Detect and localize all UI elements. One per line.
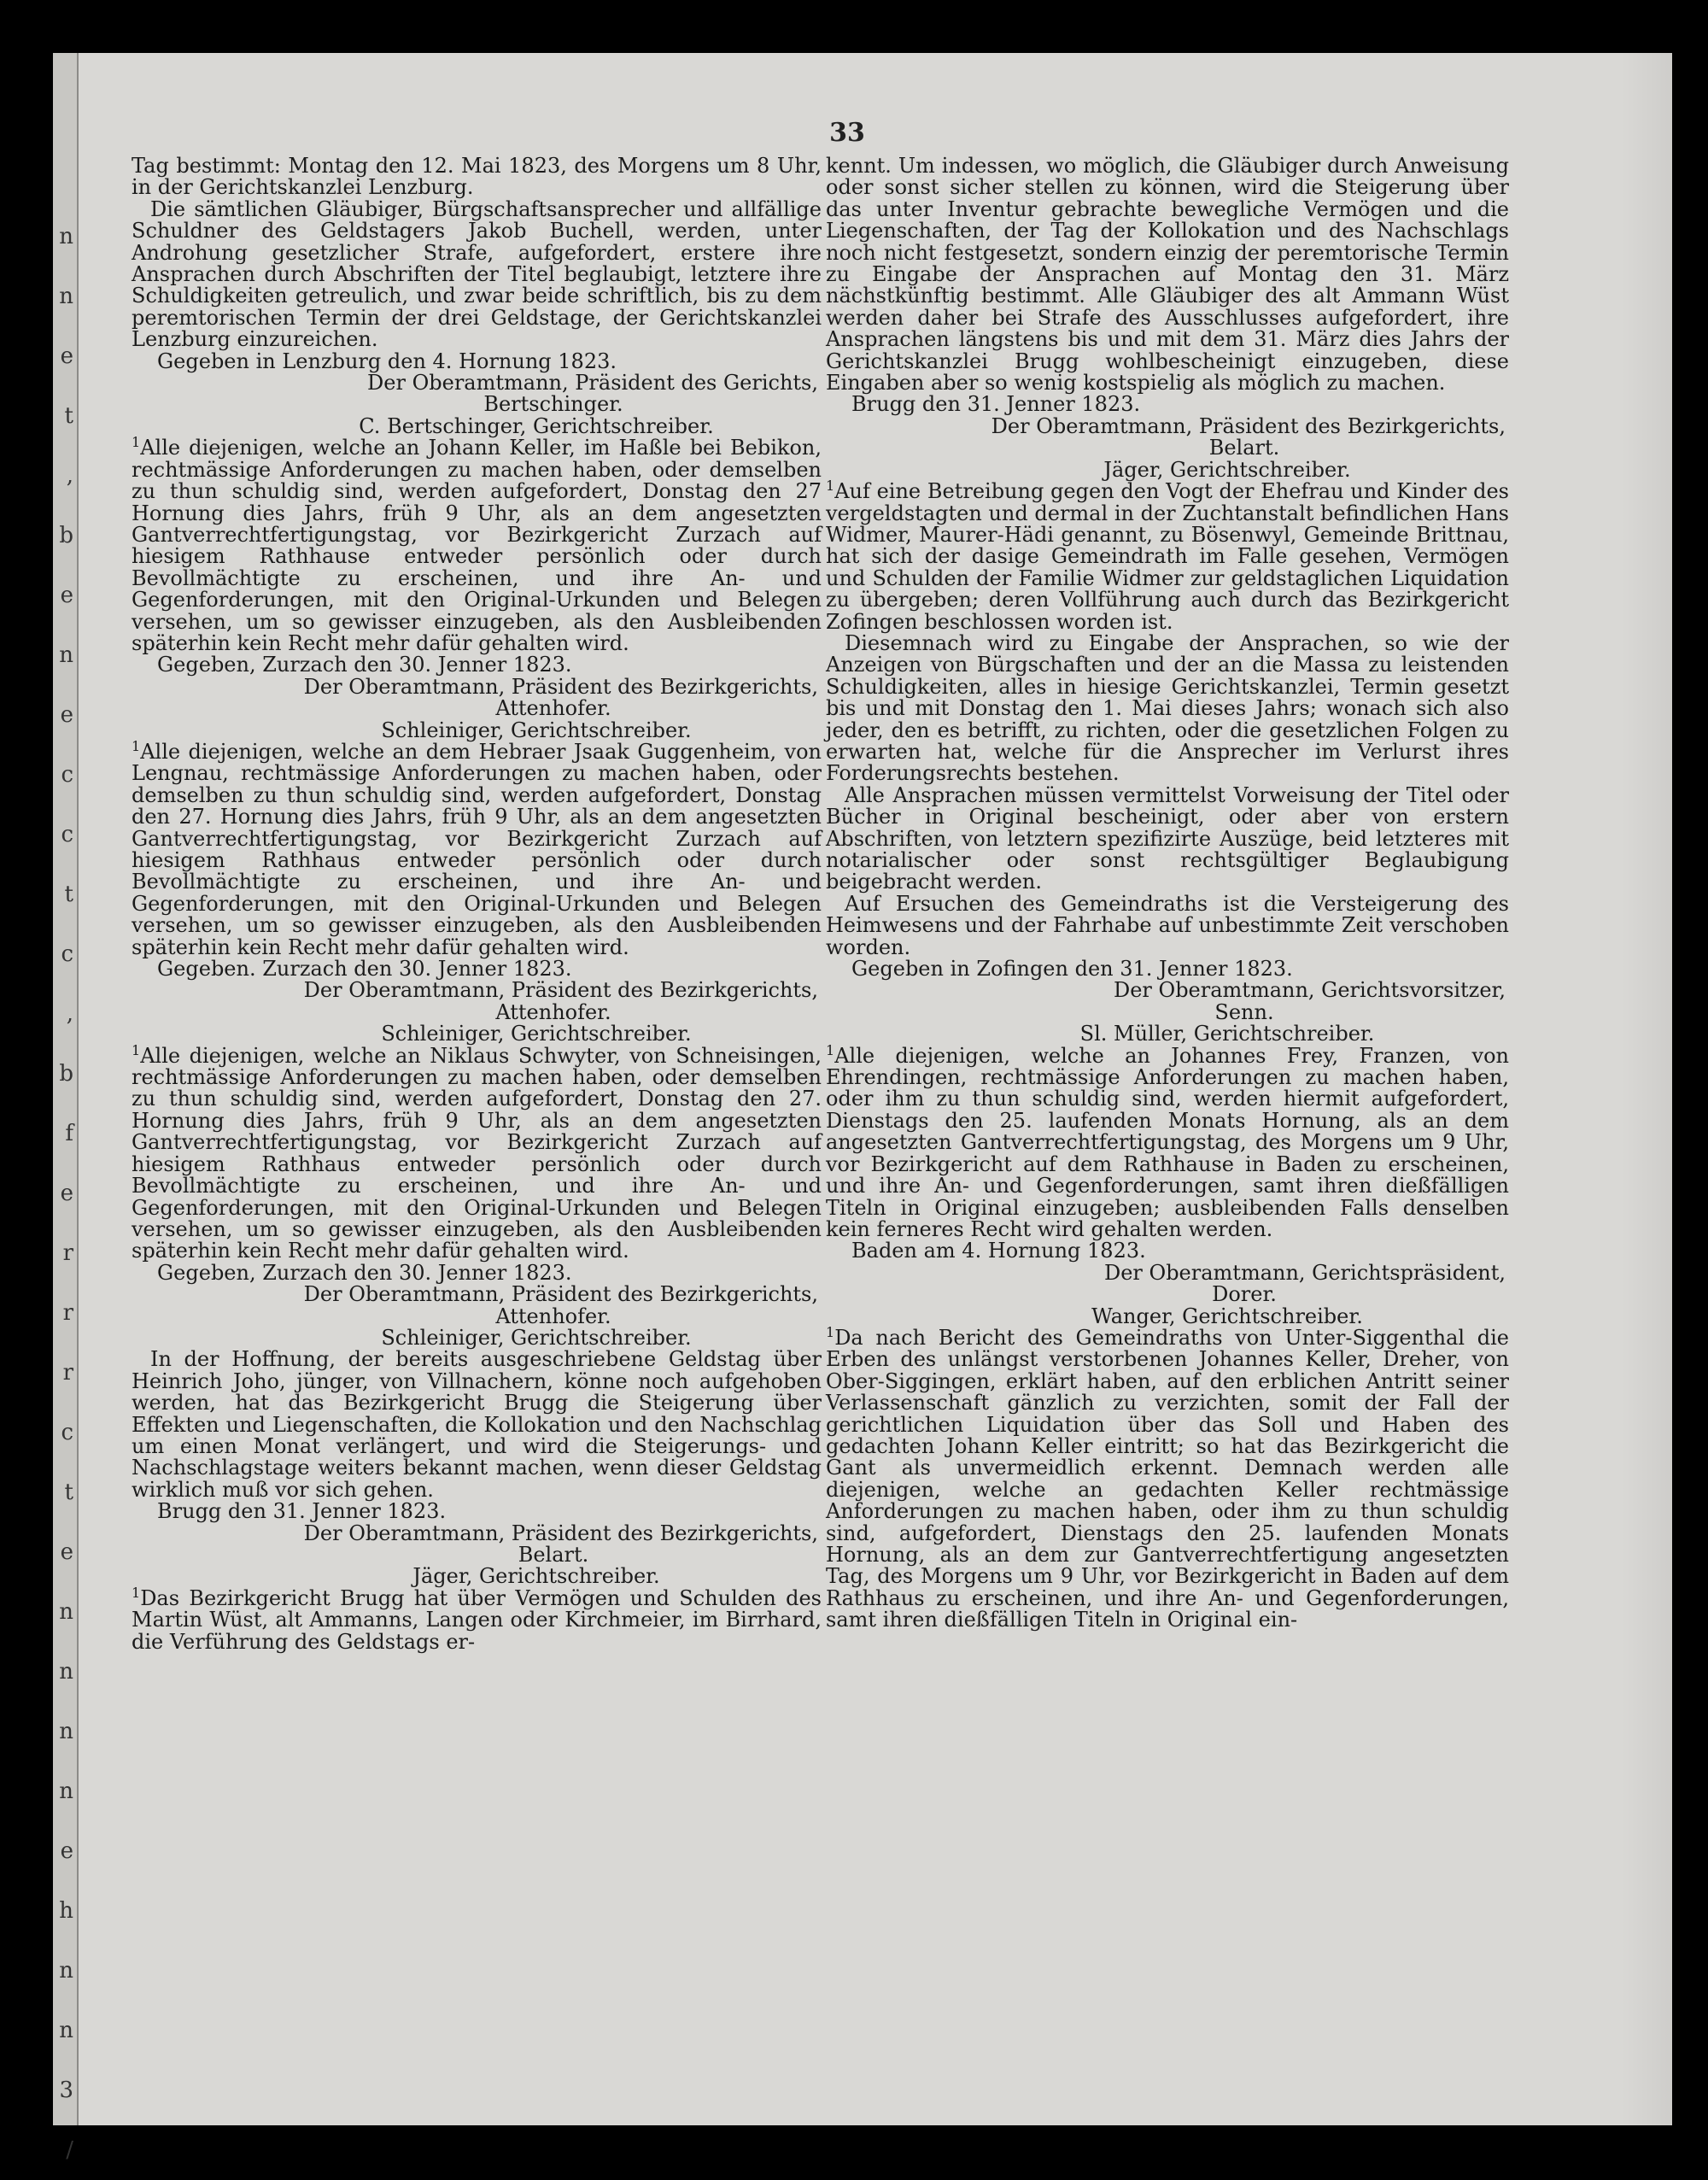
right-column-sign-name-11 xyxy=(826,999,1509,1024)
notice-text: Belart. xyxy=(1208,436,1280,460)
notice-text: Alle diejenigen, welche an Niklaus Schwyter, von Schneisingen, rechtmässige Anforderungen zu machen haben, oder demselben zu thun schuldig sind, werden aufgefordert, Donstag den 27. Hornung dies Jahrs, früh 9 Uhr, als an dem angesetzten Gantverrechtfertigungstag, vor Bezirkgericht Zurzach auf hiesigem Rathhaus entweder persönlich oder durch Bevollmächtigte zu erscheinen, und ihre An- und Gegenforderungen, mit den Original-Urkunden und Belegen versehen, um so gewisser einzugeben, als den Ausbleibenden späterhin kein Recht mehr dafür gehalten wird. xyxy=(132,1043,822,1263)
left-column-sign-title-13 xyxy=(132,980,822,1001)
notice-number: 1 xyxy=(132,1041,141,1058)
right-column-sign-title-15 xyxy=(826,1260,1509,1285)
notice-text: Auf eine Betreibung gegen den Vogt der Ehefrau und Kinder des vergeldstagten und dermal in der Zuchtanstalt befindlichen Hans Widmer, Maurer-Hädi genannt, zu Bösenwyl, Gemeinde Brittnau, hat sich der dasige Gemeindrath im Falle gesehen, Vermögen und Schulden der Familie Widmer zur geldstaglichen Liquidation zu übergeben; deren Vollführung auch durch das Bezirkgericht Zofingen beschlossen worden ist. xyxy=(826,479,1509,634)
notice-text: Alle diejenigen, welche an Johannes Frey, Franzen, von Ehrendingen, rechtmässige Anforderungen zu machen haben, oder ihm zu thun schuldig sind, werden hiermit aufgefordert, Dienstags den 25. laufenden Monats Hornung, als an dem angesetzten Gantverrechtfertigungstag, des Morgens um 9 Uhr, vor Bezirkgericht auf dem Rathhause in Baden zu erscheinen, und ihre An- und Gegenforderungen, samt ihren dießfälligen Titeln in Original einzugeben; ausbleibenden Falls denselben kein ferneres Recht wird gehalten werden. xyxy=(826,1043,1509,1241)
left-column-sign-name-24 xyxy=(132,1544,822,1566)
notice-text: Baden am 4. Hornung 1823. xyxy=(851,1239,1146,1263)
right-column-sign-name-16 xyxy=(826,1284,1509,1305)
notice-text: In der Hoffnung, der bereits ausgeschriebene Geldstag über Heinrich Joho, jünger, von Villnachern, könne noch aufgehoben werden, hat das Bezirkgericht Brugg die Steigerung über Effekten und Liegenschaften, die Kollokation und den Nachschlag um einen Monat verlängert, und wird die Steigerungs- und Nachschlagstage weiters bekannt machen, wenn dieser Geldstag wirklich muß vor sich gehen. xyxy=(132,1347,822,1502)
left-column-sign-clerk-20 xyxy=(132,1327,822,1349)
left-column-sign-name-9 xyxy=(132,698,822,719)
left-column xyxy=(132,155,822,1653)
notice-text: Da nach Bericht des Gemeindraths von Unter-Siggenthal die Erben des unlängst verstorbenen Johannes Keller, Dreher, von Ober-Siggingen, erklärt haben, auf den erblichen Antritt seiner Verlassenschaft gänzlich zu verzichten, somit der Fall der gerichtlichen Liquidation über das Soll und Haben des gedachten Johann Keller eintritt; so hat das Bezirkgericht die Gant als unvermeidlich erkennt. Demnach werden alle diejenigen, welche an gedachten Keller rechtmässige Anforderungen zu machen haben, oder ihm zu thun schuldig sind, aufgefordert, Dienstags den 25. laufenden Monats Hornung, als an dem zur Gantverrechtfertigung angesetzten Tag, des Morgens um 9 Uhr, vor Bezirkgericht in Baden auf dem Rathhaus zu erscheinen, und ihre An- und Gegenforderungen, samt ihren dießfälligen Titeln in Original ein- xyxy=(826,1325,1509,1632)
left-column-sign-clerk-25 xyxy=(132,1566,822,1587)
page-shading xyxy=(1621,53,1672,2125)
notice-number: 1 xyxy=(132,434,141,451)
notice-text: Sl. Müller, Gerichtschreiber. xyxy=(1079,1022,1375,1046)
page-number: 33 xyxy=(829,118,865,148)
notice-text: Brugg den 31. Jenner 1823. xyxy=(157,1499,447,1524)
left-column-dateline-22 xyxy=(132,1501,822,1522)
notice-text: Attenhofer. xyxy=(495,696,611,721)
right-column-dateline-9 xyxy=(826,958,1509,980)
notice-text: Tag bestimmt: Montag den 12. Mai 1823, des Morgens um 8 Uhr, in der Gerichtskanzlei Lenzburg. xyxy=(132,154,822,200)
notice-text: Die sämtlichen Gläubiger, Bürgschaftsansprecher und allfällige Schuldner des Geldstagers Jakob Buchell, werden, unter Androhung gesetzlicher Strafe, aufgefordert, erstere ihre Ansprachen durch Abschriften der Titel beglaubigt, letztere ihre Schuldigkeiten getreulich, und zwar beide schriftlich, bis zu dem peremtorischen Termin der drei Geldstage, der Gerichtskanzlei Lenzburg einzureichen. xyxy=(132,196,822,352)
notice-text: Der Oberamtmann, Präsident des Bezirkgerichts, xyxy=(303,1282,818,1307)
notice-text: Das Bezirkgericht Brugg hat über Vermögen und Schulden des Martin Wüst, alt Ammanns, Langen oder Kirchmeier, im Birrhard, die Verführung des Geldstags er- xyxy=(132,1585,822,1654)
left-column-sign-title-8 xyxy=(132,674,822,699)
right-column-sign-name-3 xyxy=(826,437,1509,459)
notice-text: Der Oberamtmann, Präsident des Bezirkgerichts, xyxy=(991,413,1506,438)
left-column-sign-title-23 xyxy=(132,1523,822,1544)
notice-text: Attenhofer. xyxy=(495,999,611,1024)
notice-text: Der Oberamtmann, Gerichtsvorsitzer, xyxy=(1113,978,1506,1003)
right-column-dateline-14 xyxy=(826,1240,1509,1262)
notice-number: 1 xyxy=(132,1584,141,1601)
notice-text: kennt. Um indessen, wo möglich, die Gläubiger durch Anweisung oder sonst sicher stellen zu können, wird die Steigerung über das unter Inventur gebrachte bewegliche Vermögen und die Liegenschaften, der Tag der Kollokation und des Nachschlags noch nicht festgesetzt, sondern einzig der peremtorische Termin zu Eingabe der Ansprachen auf Montag den 31. März nächstkünftig bestimmt. Alle Gläubiger des alt Ammann Wüst werden daher bei Strafe des Ausschlusses aufgefordert, ihre Ansprachen längstens bis und mit dem 31. März dies Jahrs der Gerichtskanzlei Brugg wohlbescheinigt einzugeben, diese Eingaben aber so wenig kostspielig als möglich zu machen. xyxy=(826,154,1509,396)
left-column-lead-6 xyxy=(132,434,822,655)
left-column-lead-11 xyxy=(132,737,822,959)
right-column-sign-clerk-4 xyxy=(826,457,1509,482)
right-column-para-6 xyxy=(826,630,1509,786)
right-column-sign-clerk-17 xyxy=(826,1306,1509,1327)
left-column-lead-16 xyxy=(132,1041,822,1263)
left-column-sign-clerk-15 xyxy=(132,1023,822,1045)
notice-text: Der Oberamtmann, Gerichtspräsident, xyxy=(1103,1260,1506,1285)
notice-text: Gegeben, Zurzach den 30. Jenner 1823. xyxy=(157,1260,572,1285)
notice-text: Wanger, Gerichtschreiber. xyxy=(1091,1304,1363,1328)
notice-text: Diesemnach wird zu Eingabe der Ansprachen, so wie der Anzeigen von Bürgschaften und der an die Massa zu leistenden Schuldigkeiten, alles in hiesige Gerichtskanzlei, Termin gesetzt bis und mit Donstag den 1. Mai dieses Jahrs; wonach sich also jeder, den es betrifft, zu richten, oder die gesetzlichen Folgen zu erwarten hat, welche für die Ansprecher im Verlurst ihres Forderungsrechts bestehen. xyxy=(826,630,1509,786)
notice-text: Bertschinger. xyxy=(483,392,623,417)
notice-number: 1 xyxy=(826,1041,835,1058)
notice-text: Alle diejenigen, welche an Johann Keller, im Haßle bei Bebikon, rechtmässige Anforderungen zu machen haben, oder demselben zu thun schuldig sind, werden aufgefordert, Donstag den 27 Hornung dies Jahrs, früh 9 Uhr, als an dem angesetzten Gantverrechtfertigungstag, vor Bezirkgericht Zurzach auf hiesigem Rathhause entweder persönlich oder durch Bevollmächtigte zu erscheinen, und ihre An- und Gegenforderungen, mit den Original-Urkunden und Belegen versehen, um so gewisser einzugeben, als den Ausbleibenden späterhin kein Recht mehr dafür gehalten wird. xyxy=(132,436,822,655)
notice-text: C. Bertschinger, Gerichtschreiber. xyxy=(359,413,714,438)
notice-text: Belart. xyxy=(518,1543,589,1567)
left-column-sign-title-3 xyxy=(132,372,822,394)
notice-text: Brugg den 31. Jenner 1823. xyxy=(851,392,1141,417)
left-column-dateline-17 xyxy=(132,1260,822,1285)
left-column-first-0 xyxy=(132,155,822,199)
right-column-lead-5 xyxy=(826,478,1509,634)
right-column-sign-title-10 xyxy=(826,980,1509,1001)
previous-page-edge xyxy=(53,53,79,2163)
right-column-para-7 xyxy=(826,782,1509,894)
left-column-sign-clerk-10 xyxy=(132,720,822,741)
newspaper-page xyxy=(53,53,1672,2163)
notice-text: Jäger, Gerichtschreiber. xyxy=(412,1564,660,1589)
notice-text: Gegeben, Zurzach den 30. Jenner 1823. xyxy=(157,653,572,677)
right-column xyxy=(826,155,1509,1632)
left-column-dateline-2 xyxy=(132,351,822,372)
notice-text: Auf Ersuchen des Gemeindraths ist die Versteigerung des Heimwesens und der Fahrhabe auf unbestimmte Zeit verschoben worden. xyxy=(826,891,1509,959)
notice-text: Dorer. xyxy=(1212,1282,1277,1307)
notice-number: 1 xyxy=(826,1323,835,1340)
notice-text: Attenhofer. xyxy=(495,1304,611,1328)
right-column-first-0 xyxy=(826,155,1509,394)
right-column-dateline-1 xyxy=(826,394,1509,415)
right-column-para-8 xyxy=(826,891,1509,959)
left-column-sign-name-19 xyxy=(132,1306,822,1327)
left-column-sign-name-14 xyxy=(132,999,822,1024)
notice-text: Schleiniger, Gerichtschreiber. xyxy=(381,718,692,742)
left-column-sign-name-4 xyxy=(132,394,822,415)
left-column-dateline-7 xyxy=(132,654,822,676)
notice-text: Schleiniger, Gerichtschreiber. xyxy=(381,1325,692,1350)
notice-text: Jäger, Gerichtschreiber. xyxy=(1103,457,1351,482)
notice-text: Der Oberamtmann, Präsident des Bezirkgerichts, xyxy=(303,978,818,1003)
left-column-para-21 xyxy=(132,1349,822,1501)
notice-number: 1 xyxy=(826,478,835,495)
notice-text: Der Oberamtmann, Präsident des Bezirkgerichts, xyxy=(303,674,818,699)
notice-text: Gegeben. Zurzach den 30. Jenner 1823. xyxy=(157,957,572,982)
notice-text: Gegeben in Zofingen den 31. Jenner 1823. xyxy=(851,957,1293,982)
left-column-para-1 xyxy=(132,196,822,352)
notice-text: Alle Ansprachen müssen vermittelst Vorweisung der Titel oder Bücher in Original bescheinigt, oder aber von erstern Abschriften, von letztern spezifizirte Auszüge, beid letzteres mit notarialischer oder sonst rechtsgültiger Beglaubigung beigebracht werden. xyxy=(826,782,1509,894)
notice-text: Der Oberamtmann, Präsident des Gerichts, xyxy=(367,371,818,396)
notice-text: Senn. xyxy=(1214,999,1274,1024)
notice-text: Alle diejenigen, welche an dem Hebraer Jsaak Guggenheim, von Lengnau, rechtmässige Anforderungen zu machen haben, oder demselben zu thun schuldig sind, werden aufgefordert, Donstag den 27. Hornung dies Jahrs, früh 9 Uhr, als an dem angesetzten Gantverrechtfertigungstag, vor Bezirkgericht Zurzach auf hiesigem Rathhaus entweder persönlich oder durch Bevollmächtigte zu erscheinen, und ihre An- und Gegenforderungen, mit den Original-Urkunden und Belegen versehen, um so gewisser einzugeben, als den Ausbleibenden späterhin kein Recht mehr dafür gehalten wird. xyxy=(132,739,822,959)
right-column-sign-clerk-12 xyxy=(826,1023,1509,1045)
right-column-lead-18 xyxy=(826,1323,1509,1632)
left-column-sign-clerk-5 xyxy=(132,413,822,438)
left-column-sign-title-18 xyxy=(132,1284,822,1305)
notice-text: Der Oberamtmann, Präsident des Bezirkgerichts, xyxy=(303,1521,818,1545)
notice-number: 1 xyxy=(132,737,141,754)
notice-text: Schleiniger, Gerichtschreiber. xyxy=(381,1022,692,1046)
notice-text: Gegeben in Lenzburg den 4. Hornung 1823. xyxy=(157,349,617,373)
previous-page-margin-text: n n e t , b e n e c c t c , b f e r r r c t e n n n n e h n n 3 / xyxy=(59,224,73,2163)
right-column-lead-13 xyxy=(826,1041,1509,1241)
left-column-dateline-12 xyxy=(132,958,822,980)
left-column-lead-26 xyxy=(132,1584,822,1654)
right-column-sign-title-2 xyxy=(826,413,1509,438)
